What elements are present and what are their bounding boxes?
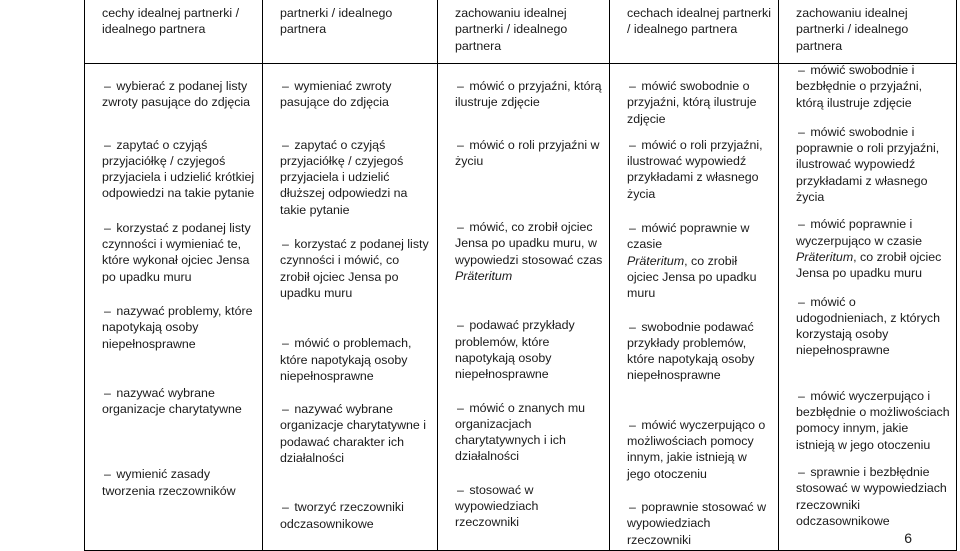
requirement-item: – nazywać wybrane organizacje charytatywne <box>102 385 242 417</box>
page-number: 6 <box>904 530 912 546</box>
requirement-item: – mówić wyczerpująco i bezbłędnie o możliwościach pomocy innym, jakie istnieją w jego otoczeniu <box>796 388 950 452</box>
requirement-item: – mówić wyczerpująco o możliwościach pomocy innym, jakie istnieją w jego otoczeniu <box>627 417 766 481</box>
requirements-cell-1 <box>85 64 263 551</box>
requirement-item: – zapytać o czyjąś przyjaciółkę / czyjegoś przyjaciela i udzielić dłuższej odpowiedzi na takie pytanie <box>280 137 408 217</box>
requirement-item: – wymienić zasady tworzenia rzeczowników <box>102 467 236 498</box>
header-text: partnerki / idealnego partnera <box>280 6 393 37</box>
header-text: zachowaniu idealnej partnerki / idealnego partnera <box>796 6 909 53</box>
requirement-item: – mówić swobodnie i bezbłędnie o przyjaźni, którą ilustruje zdjęcie <box>796 63 923 110</box>
requirement-item: – swobodnie podawać przykłady problemów, które napotykają osoby niepełnosprawne <box>627 319 755 383</box>
requirement-item: – mówić o przyjaźni, którą ilustruje zdjęcie <box>455 79 602 110</box>
requirement-item: – wymieniać zwroty pasujące do zdjęcia <box>280 79 392 110</box>
requirement-item: – mówić o problemach, które napotykają osoby niepełnosprawne <box>280 336 412 383</box>
requirement-item: – mówić, co zrobił ojciec Jensa po upadku muru, w wypowiedzi stosować czas Präteritum <box>455 220 603 284</box>
header-cell-1 <box>85 0 263 64</box>
requirement-item: – korzystać z podanej listy czynności i mówić, co zrobił ojciec Jensa po upadku muru <box>280 237 429 300</box>
table-header-row <box>85 0 957 64</box>
requirement-item: – podawać przykłady problemów, które napotykają osoby niepełnosprawne <box>455 318 575 382</box>
requirement-item: – mówić poprawnie i wyczerpująco w czasie Präteritum, co zrobił ojciec Jensa po upadku muru <box>796 217 942 281</box>
header-cell-4 <box>610 0 779 64</box>
requirement-item: – nazywać problemy, które napotykają osoby niepełnosprawne <box>102 303 253 351</box>
header-cell-3 <box>438 0 610 64</box>
requirement-item: – mówić swobodnie o przyjaźni, którą ilustruje zdjęcie <box>627 79 757 126</box>
requirement-item: – nazywać wybrane organizacje charytatywne i podawać charakter ich działalności <box>280 402 427 466</box>
requirement-item: – wybierać z podanej listy zwroty pasujące do zdjęcia <box>102 79 251 110</box>
header-text: zachowaniu idealnej partnerki / idealnego partnera <box>455 6 568 53</box>
requirement-item: – mówić o roli przyjaźni w życiu <box>455 137 600 168</box>
requirements-cell-3 <box>438 64 610 551</box>
requirements-cell-2 <box>263 64 438 551</box>
header-cell-2 <box>263 0 438 64</box>
requirement-item: – tworzyć rzeczowniki odczasownikowe <box>280 500 404 531</box>
header-text: cechy idealnej partnerki / idealnego partnera <box>102 6 240 37</box>
requirement-item: – sprawnie i bezbłędnie stosować w wypowiedziach rzeczowniki odczasownikowe <box>796 464 947 528</box>
requirements-cell-4 <box>610 64 779 551</box>
requirement-item: – mówić poprawnie w czasie Präteritum, co zrobił ojciec Jensa po upadku muru <box>627 221 757 301</box>
requirement-item: – mówić o udogodnieniach, z których korzystają osoby niepełnosprawne <box>796 294 940 358</box>
requirement-item: – mówić o znanych mu organizacjach charytatywnych i ich działalności <box>455 400 586 464</box>
table-body-row <box>85 64 957 551</box>
header-cell-5 <box>779 0 957 64</box>
requirement-item: – stosować w wypowiedziach rzeczowniki <box>455 482 539 530</box>
requirements-cell-5 <box>779 64 957 551</box>
header-text: cechach idealnej partnerki / idealnego partnera <box>627 6 771 37</box>
requirement-item: – mówić o roli przyjaźni, ilustrować wypowiedź przykładami z własnego życia <box>627 137 763 201</box>
requirement-item: – poprawnie stosować w wypowiedziach rzeczowniki <box>627 499 767 547</box>
requirement-item: – korzystać z podanej listy czynności i wymieniać te, które wykonał ojciec Jensa po upadku muru <box>102 220 251 284</box>
grade-requirements-table <box>84 0 957 551</box>
requirement-item: – mówić swobodnie i poprawnie o roli przyjaźni, ilustrować wypowiedź przykładami z własnego życia <box>796 124 940 205</box>
requirement-item: – zapytać o czyjąś przyjaciółkę / czyjegoś przyjaciela i udzielić krótkiej odpowiedzi na takie pytanie <box>102 137 255 201</box>
